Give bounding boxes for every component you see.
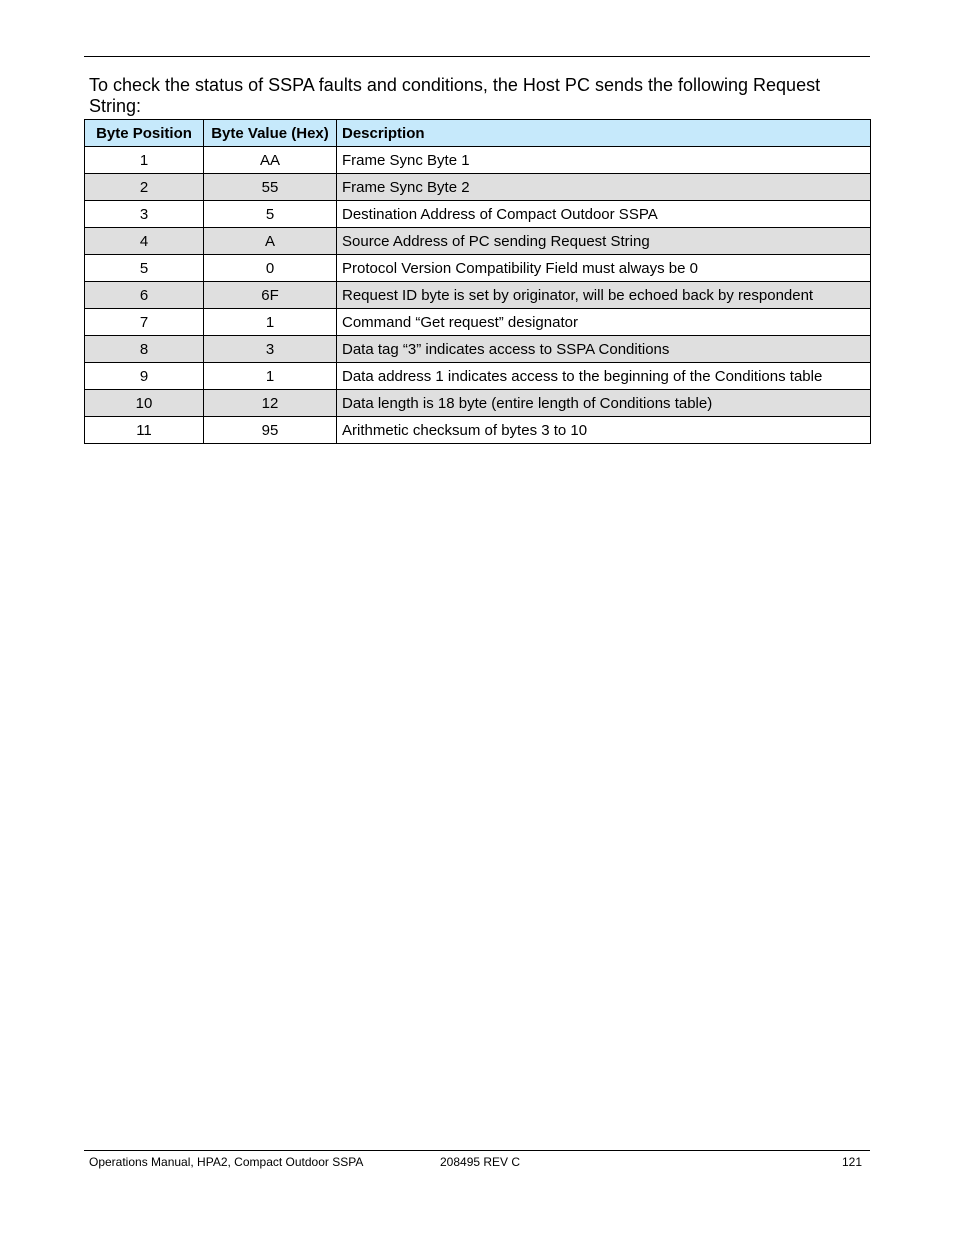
request-string-table [84,119,871,444]
table-header-row [85,120,871,147]
table-row [85,363,871,390]
cell-byte-value: 12 [204,390,337,417]
cell-description: Data length is 18 byte (entire length of Conditions table) [337,390,871,417]
cell-description: Source Address of PC sending Request String [337,228,871,255]
cell-byte-position: 7 [85,309,204,336]
table-row [85,228,871,255]
header-description: Description [337,120,871,147]
cell-description: Protocol Version Compatibility Field must always be 0 [337,255,871,282]
footer-document-title: Operations Manual, HPA2, Compact Outdoor SSPA [89,1155,364,1169]
cell-description: Frame Sync Byte 2 [337,174,871,201]
cell-description: Arithmetic checksum of bytes 3 to 10 [337,417,871,444]
cell-byte-value: 1 [204,309,337,336]
table-row [85,147,871,174]
header-byte-position: Byte Position [85,120,204,147]
footer-rule [84,1150,870,1151]
cell-byte-position: 4 [85,228,204,255]
cell-byte-position: 1 [85,147,204,174]
cell-byte-position: 3 [85,201,204,228]
table-row [85,282,871,309]
cell-byte-value: 6F [204,282,337,309]
footer-document-number: 208495 REV C [440,1155,521,1169]
cell-byte-position: 8 [85,336,204,363]
table-row [85,201,871,228]
cell-description: Request ID byte is set by originator, will be echoed back by respondent [337,282,871,309]
table-row [85,417,871,444]
table-row [85,390,871,417]
cell-byte-value: 5 [204,201,337,228]
table-row [85,336,871,363]
cell-byte-position: 6 [85,282,204,309]
header-rule [84,56,870,57]
table-row [85,174,871,201]
cell-byte-position: 2 [85,174,204,201]
cell-description: Destination Address of Compact Outdoor SSPA [337,201,871,228]
cell-byte-position: 9 [85,363,204,390]
cell-byte-value: A [204,228,337,255]
cell-byte-value: AA [204,147,337,174]
cell-byte-position: 5 [85,255,204,282]
cell-byte-value: 3 [204,336,337,363]
header-byte-value: Byte Value (Hex) [204,120,337,147]
table-row [85,309,871,336]
cell-description: Data tag “3” indicates access to SSPA Conditions [337,336,871,363]
cell-byte-value: 95 [204,417,337,444]
cell-description: Command “Get request” designator [337,309,871,336]
cell-description: Frame Sync Byte 1 [337,147,871,174]
cell-byte-value: 0 [204,255,337,282]
cell-byte-value: 1 [204,363,337,390]
cell-byte-value: 55 [204,174,337,201]
footer-page-number: 121 [841,1155,862,1169]
cell-byte-position: 11 [85,417,204,444]
cell-byte-position: 10 [85,390,204,417]
cell-description: Data address 1 indicates access to the beginning of the Conditions table [337,363,871,390]
table-row [85,255,871,282]
intro-paragraph: To check the status of SSPA faults and conditions, the Host PC sends the following Request String: [89,75,821,116]
